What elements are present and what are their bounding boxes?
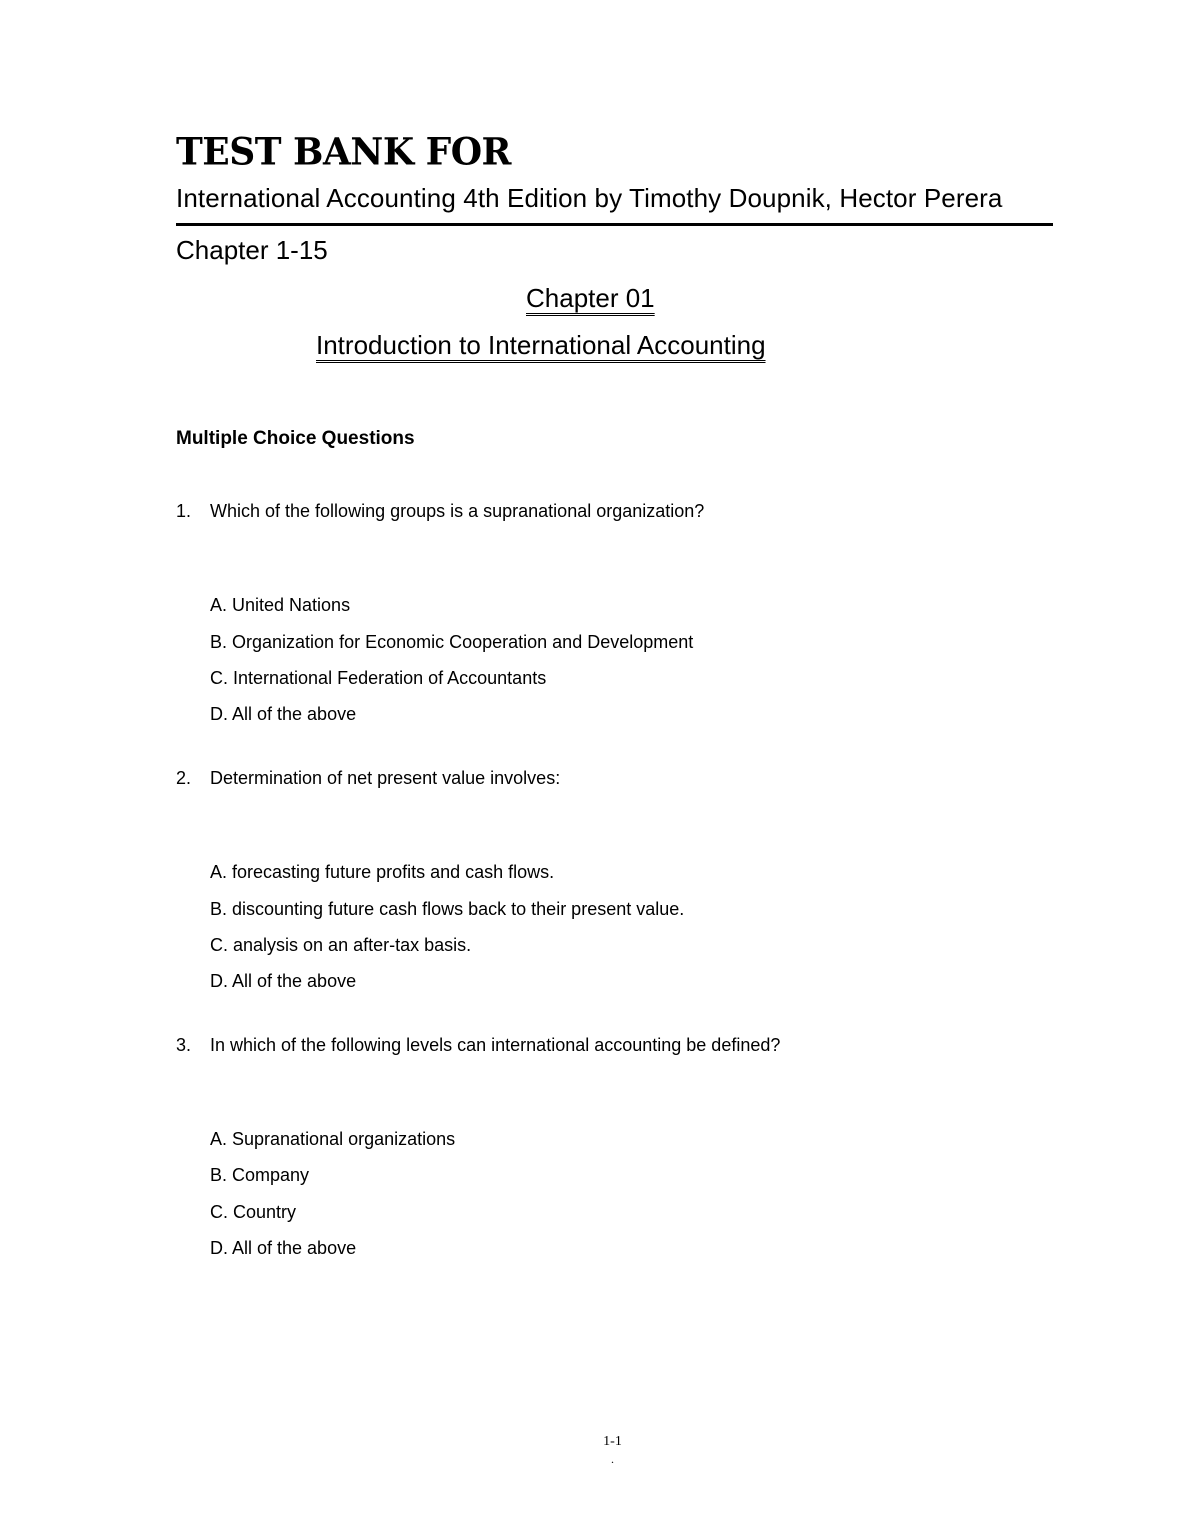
page-number: 1-1 [603,1434,622,1449]
chapter-number: Chapter 01 [526,283,655,313]
answer-option: B. Company [210,1165,310,1185]
book-title: International Accounting 4th Edition by Timothy Doupnik, Hector Perera [176,183,1003,213]
answer-option: A. Supranational organizations [210,1129,456,1149]
question-text: Which of the following groups is a supranational organization? [210,501,705,521]
answer-option: B. Organization for Economic Cooperation and Development [210,632,694,652]
question-number: 2. [176,768,192,788]
answer-option: C. International Federation of Accountants [210,668,547,688]
answer-option: C. Country [210,1202,297,1222]
chapter-range: Chapter 1-15 [176,235,328,265]
chapter-title: Introduction to International Accounting [316,330,766,360]
answer-option: C. analysis on an after-tax basis. [210,935,472,955]
question-number: 1. [176,501,192,521]
question-text: In which of the following levels can international accounting be defined? [210,1035,781,1055]
answer-option: A. United Nations [210,595,351,615]
answer-option: D. All of the above [210,704,357,724]
answer-option: D. All of the above [210,1238,357,1258]
title-divider [176,223,1053,226]
question-number: 3. [176,1035,192,1055]
test-bank-banner: TEST BANK FOR [176,130,511,175]
question-text: Determination of net present value involves: [210,768,561,788]
footer-dot: . [611,1452,614,1466]
answer-option: D. All of the above [210,971,357,991]
answer-option: B. discounting future cash flows back to their present value. [210,899,685,919]
section-title: Multiple Choice Questions [176,428,415,449]
answer-option: A. forecasting future profits and cash flows. [210,862,555,882]
